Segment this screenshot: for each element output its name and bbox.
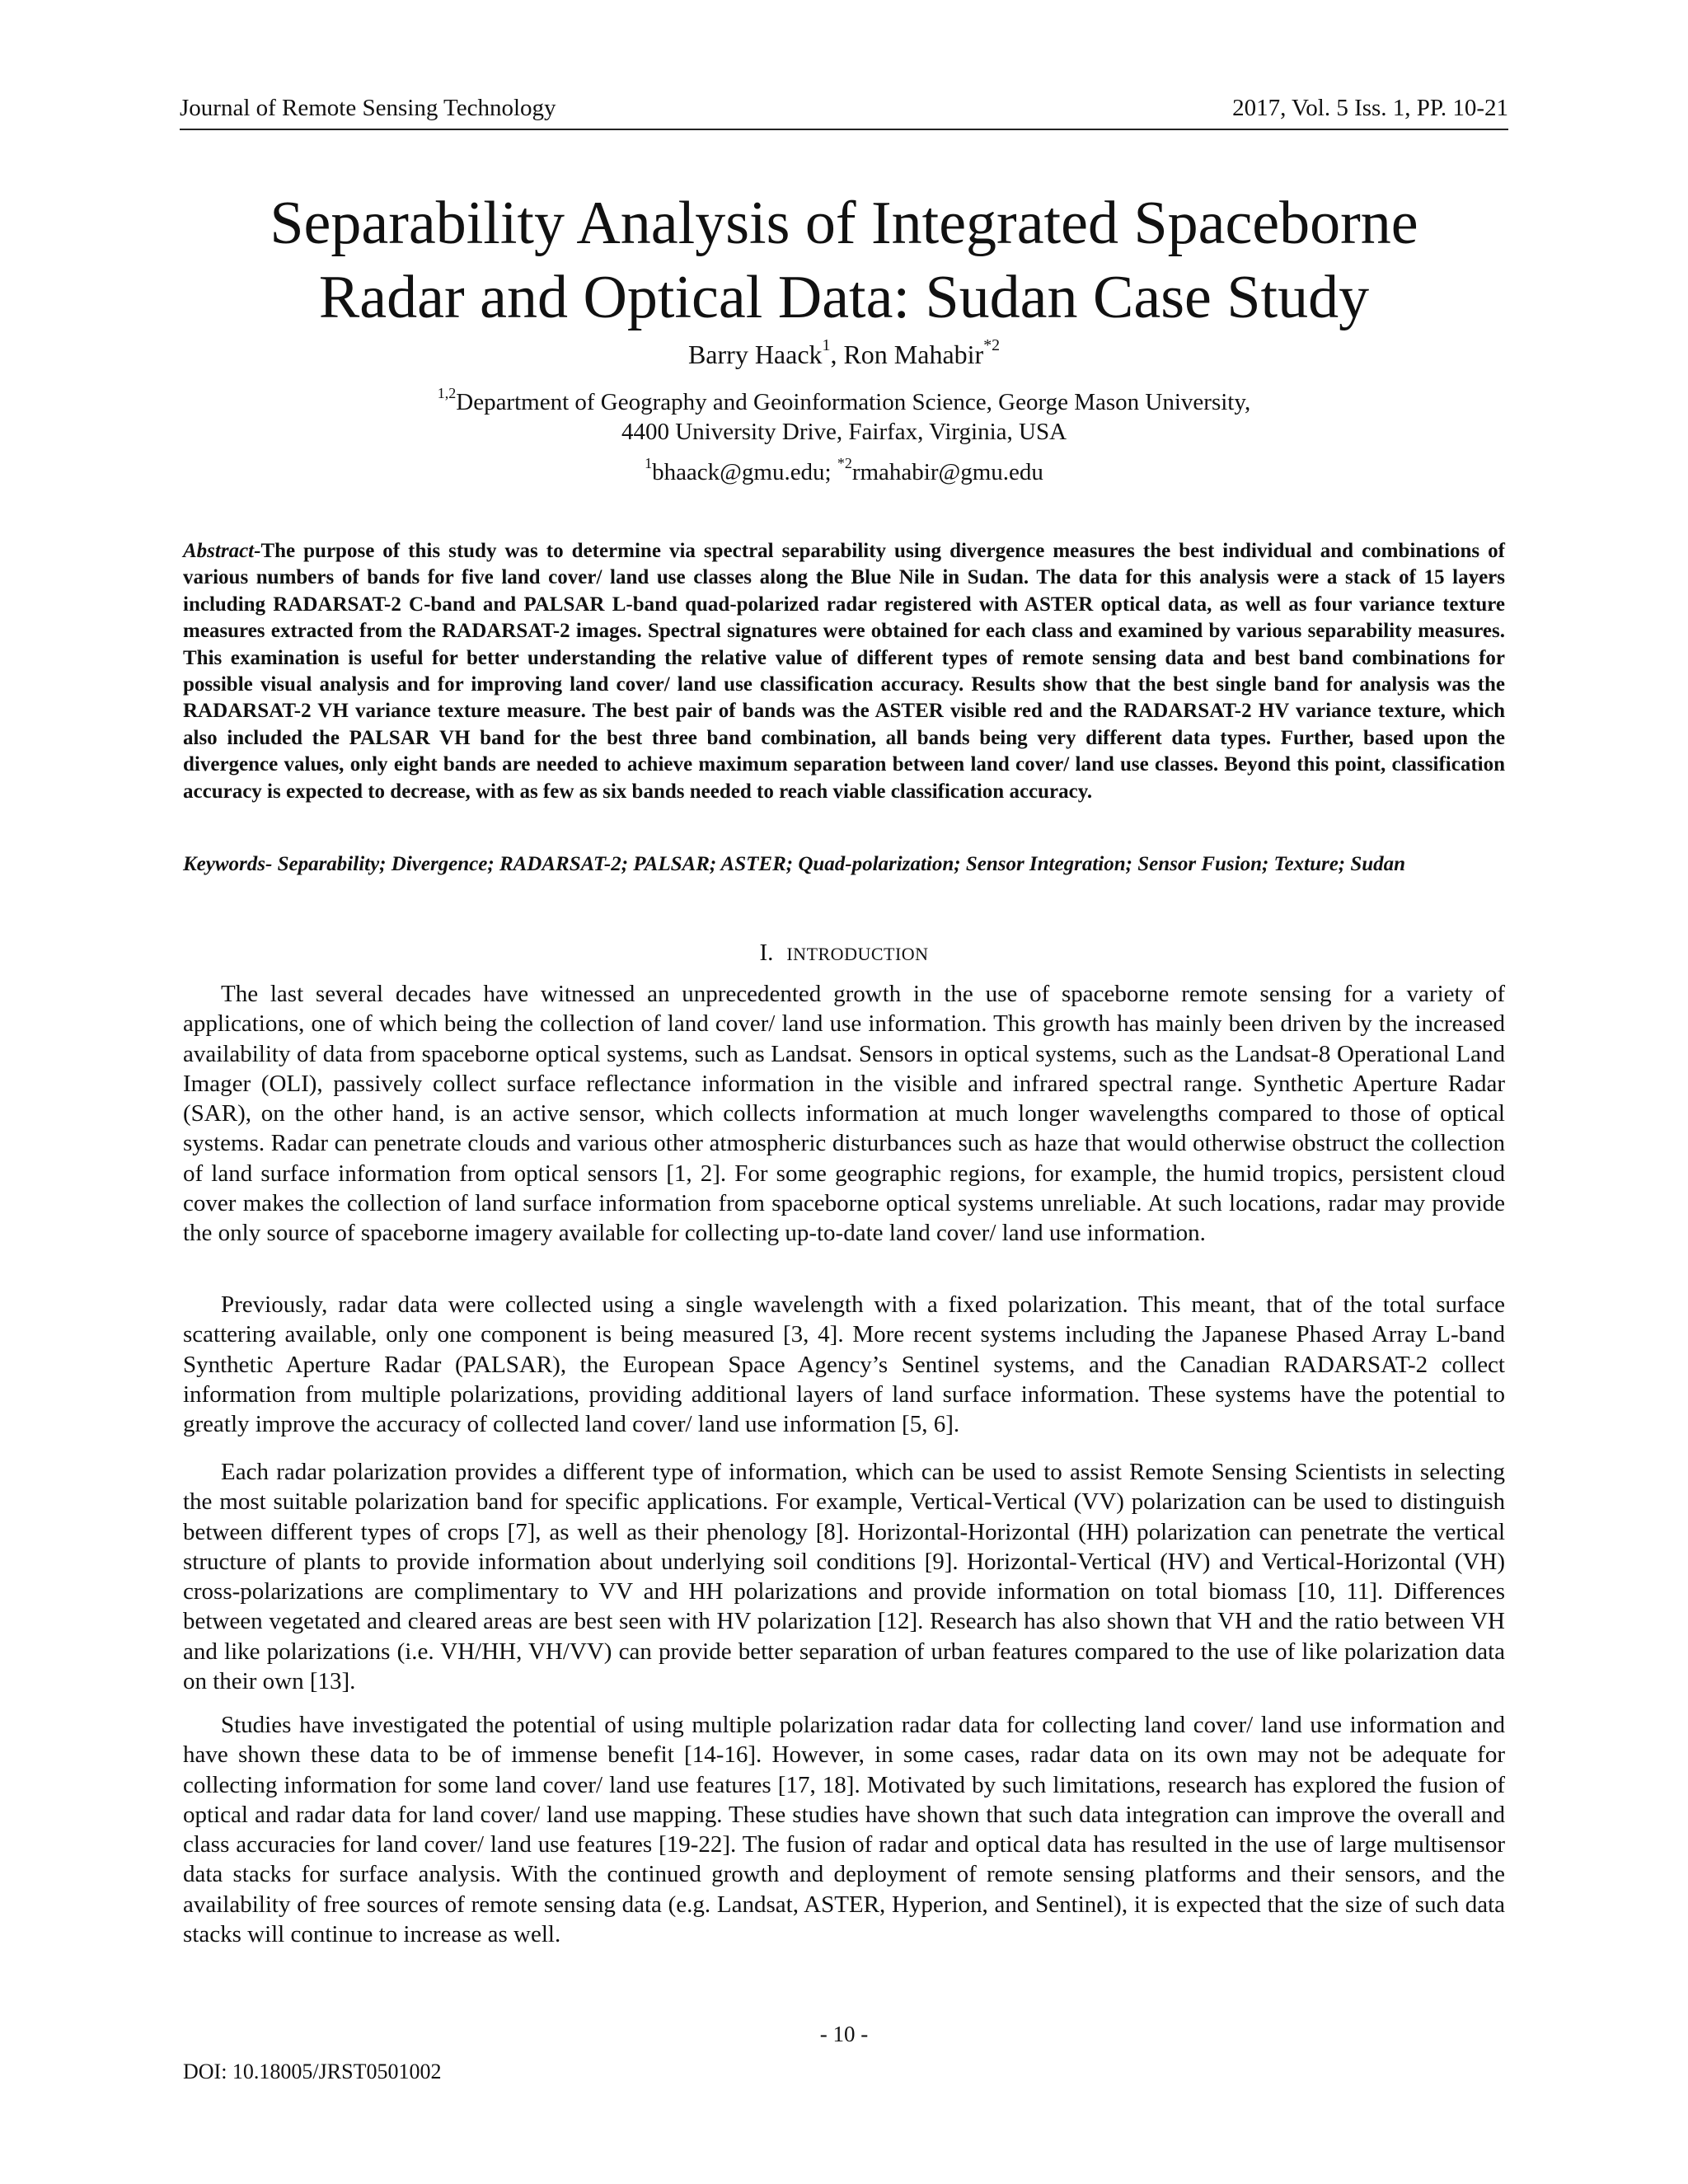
author-1-affiliation-mark: 1: [822, 336, 831, 355]
author-list: [180, 336, 1508, 373]
email-1: bhaack@gmu.edu;: [652, 459, 837, 485]
email-2: rmahabir@gmu.edu: [851, 459, 1043, 485]
keywords: Keywords- Separability; Divergence; RADARSAT-2; PALSAR; ASTER; Quad-polarization; Sensor Integration; Sensor Fusion; Texture; Sudan: [183, 853, 1406, 875]
body-paragraph: Studies have investigated the potential of using multiple polarization radar data for collecting land cover/ land use information and have shown these data to be of immense benefit [14-16]. However, in some cases, radar data on its own may not be adequate for collecting information for some land cover/ land use features [17, 18]. Motivated by such limitations, research has explored the fusion of optical and radar data for land cover/ land use mapping. These studies have shown that such data integration can improve the overall and class accuracies for land cover/ land use features [19-22]. The fusion of radar and optical data has resulted in the use of large multisensor data stacks for surface analysis. With the continued growth and deployment of remote sensing platforms and their sensors, and the availability of free sources of remote sensing data (e.g. Landsat, ASTER, Hyperion, and Sentinel), it is expected that the size of such data stacks will continue to increase as well.: [183, 1712, 1505, 1948]
page-number: - 10 -: [819, 2022, 869, 2046]
email-1-mark: 1: [645, 454, 653, 471]
author-2: Ron Mahabir: [843, 340, 984, 369]
running-header: [180, 92, 1508, 130]
abstract: [183, 538, 1505, 805]
author-emails: [180, 456, 1508, 489]
title-line-1: Separability Analysis of Integrated Spaceborne: [270, 190, 1418, 257]
section-number: I.: [759, 940, 774, 966]
section-name: INTRODUCTION: [786, 944, 929, 964]
abstract-lead: Abstract-: [183, 540, 261, 562]
title-line-2: Radar and Optical Data: Sudan Case Study: [318, 264, 1370, 331]
doi: DOI: 10.18005/JRST0501002: [183, 2060, 442, 2083]
body-paragraph: Each radar polarization provides a different type of information, which can be used to assist Remote Sensing Scientists in selecting the most suitable polarization band for specific applications. For example, Vertical-Vertical (VV) polarization can be used to distinguish between different types of crops [7], as well as their phenology [8]. Horizontal-Horizontal (HH) polarization can penetrate the vertical structure of plants to provide information about underlying soil conditions [9]. Horizontal-Vertical (HV) and Vertical-Horizontal (VH) cross-polarizations are complimentary to VV and HH polarizations and provide information on total biomass [10, 11]. Differences between vegetated and cleared areas are best seen with HV polarization [12]. Research has also shown that VH and the ratio between VH and like polarizations (i.e. VH/HH, VH/VV) can provide better separation of urban features compared to the use of like polarization data on their own [13].: [183, 1459, 1505, 1695]
affiliation: [180, 384, 1508, 447]
section-heading: [180, 936, 1508, 971]
paper-title: [180, 186, 1508, 335]
affiliation-line-2: 4400 University Drive, Fairfax, Virginia, USA: [621, 419, 1067, 445]
body-paragraph: The last several decades have witnessed an unprecedented growth in the use of spaceborne remote sensing for a variety of applications, one of which being the collection of land cover/ land use information. This growth has mainly been driven by the increased availability of data from spaceborne optical systems, such as Landsat. Sensors in optical systems, such as the Landsat-8 Operational Land Imager (OLI), passively collect surface reflectance information in the visible and infrared spectral range. Synthetic Aperture Radar (SAR), on the other hand, is an active sensor, which collects information at much longer wavelengths compared to those of optical systems. Radar can penetrate clouds and various other atmospheric disturbances such as haze that would otherwise obstruct the collection of land surface information from optical sensors [1, 2]. For some geographic regions, for example, the humid tropics, persistent cloud cover makes the collection of land surface information from spaceborne optical systems unreliable. At such locations, radar may provide the only source of spaceborne imagery available for collecting up-to-date land cover/ land use information.: [183, 981, 1505, 1247]
affiliation-line-1: Department of Geography and Geoinformation Science, George Mason University,: [456, 389, 1251, 415]
issue-info: 2017, Vol. 5 Iss. 1, PP. 10-21: [1232, 95, 1508, 121]
affiliation-mark: 1,2: [437, 384, 457, 401]
email-2-mark: *2: [837, 454, 852, 471]
body-paragraph: Previously, radar data were collected using a single wavelength with a fixed polarization. This meant, that of the total surface scattering available, only one component is being measured [3, 4]. More recent systems including the Japanese Phased Array L-band Synthetic Aperture Radar (PALSAR), the European Space Agency’s Sentinel systems, and the Canadian RADARSAT-2 collect information from multiple polarizations, providing additional layers of land surface information. These systems have the potential to greatly improve the accuracy of collected land cover/ land use information [5, 6].: [183, 1291, 1505, 1438]
author-1: Barry Haack: [687, 340, 823, 369]
author-separator: ,: [830, 340, 844, 369]
author-2-affiliation-mark: *2: [983, 336, 1001, 355]
journal-name: Journal of Remote Sensing Technology: [180, 95, 556, 121]
abstract-text: The purpose of this study was to determine via spectral separability using divergence measures the best individual and combinations of various numbers of bands for five land cover/ land use classes along the Blue Nile in Sudan. The data for this analysis were a stack of 15 layers including RADARSAT-2 C-band and PALSAR L-band quad-polarized radar registered with ASTER optical data, as well as four variance texture measures extracted from the RADARSAT-2 images. Spectral signatures were obtained for each class and examined by various separability measures. This examination is useful for better understanding the relative value of different types of remote sensing data and best band combinations for possible visual analysis and for improving land cover/ land use classification accuracy. Results show that the best single band for analysis was the RADARSAT-2 VH variance texture measure. The best pair of bands was the ASTER visible red and the RADARSAT-2 HV variance texture, which also included the PALSAR VH band for the best three band combination, all bands being very different data types. Further, based upon the divergence values, only eight bands are needed to achieve maximum separation between land cover/ land use classes. Beyond this point, classification accuracy is expected to decrease, with as few as six bands needed to reach viable classification accuracy.: [183, 540, 1505, 803]
